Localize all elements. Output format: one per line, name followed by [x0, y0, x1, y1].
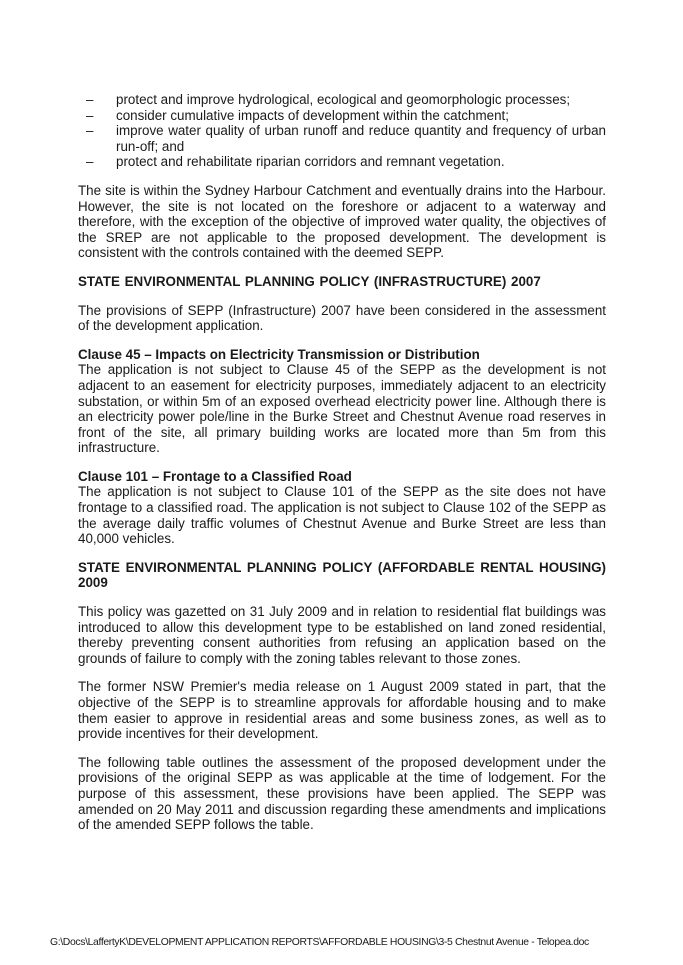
infrastructure-heading: STATE ENVIRONMENTAL PLANNING POLICY (INFRASTRUCTURE) 2007: [78, 273, 541, 289]
list-item: [78, 154, 606, 170]
list-item: [78, 123, 606, 154]
catchment-paragraph: The site is within the Sydney Harbour Catchment and eventually drains into the Harbour. However, the site is not located on the foreshore or adjacent to a waterway and therefore, with the exception of the objective of improved water quality, the objectives of the SREP are not applicable to the proposed development. The development is consistent with the controls contained with the deemed SEPP.: [78, 182, 606, 261]
bullet-dash: –: [86, 107, 94, 123]
objectives-list: [78, 92, 606, 170]
list-item-text: protect and improve hydrological, ecological and geomorphologic processes;: [116, 92, 571, 107]
list-item: [78, 108, 606, 124]
assessment-table-paragraph: The following table outlines the assessment of the proposed development under the provisions of the original SEPP as was applicable at the time of lodgement. For the purpose of this assessment, these provisions have been applied. The SEPP was amended on 20 May 2011 and discussion regarding these amendments and implications of the amended SEPP follows the table.: [78, 754, 606, 833]
gazetted-paragraph: This policy was gazetted on 31 July 2009 and in relation to residential flat buildings was introduced to allow this development type to be established on land zoned residential, thereby preventing consent authorities from refusing an application based on the grounds of failure to comply with the zoning tables relevant to those zones.: [78, 604, 606, 666]
infrastructure-paragraph: The provisions of SEPP (Infrastructure) 2007 have been considered in the assessment of the development application.: [78, 302, 606, 334]
bullet-dash: –: [86, 154, 94, 170]
page-content: [78, 92, 606, 833]
affordable-housing-heading: STATE ENVIRONMENTAL PLANNING POLICY (AFFORDABLE RENTAL HOUSING) 2009: [78, 559, 606, 591]
list-item-text: consider cumulative impacts of development within the catchment;: [116, 107, 509, 123]
premier-release-paragraph: The former NSW Premier's media release on 1 August 2009 stated in part, that the objective of the SEPP is to streamline approvals for affordable housing and to make them easier to approve in residential areas and some business zones, as well as to provide incentives for their development.: [78, 679, 606, 742]
clause-45-paragraph: The application is not subject to Clause 45 of the SEPP as the development is not adjacent to an easement for electricity purposes, immediately adjacent to an electricity substation, or within 5m of an exposed overhead electricity power line. Although there is an electricity power pole/line in the Burke Street and Chestnut Avenue road reserves in front of the site, all primary building works are located more than 5m from this infrastructure.: [78, 362, 606, 456]
bullet-dash: –: [86, 123, 94, 139]
list-item-text: improve water quality of urban runoff and reduce quantity and frequency of urban run-off; and: [116, 123, 606, 154]
list-item-text: protect and rehabilitate riparian corridors and remnant vegetation.: [116, 154, 505, 170]
list-item: [78, 92, 606, 108]
clause-101-paragraph: The application is not subject to Clause 101 of the SEPP as the site does not have frontage to a classified road. The application is not subject to Clause 102 of the SEPP as the average daily traffic volumes of Chestnut Avenue and Burke Street are less than 40,000 vehicles.: [78, 484, 606, 547]
footer-file-path: G:\Docs\LaffertyK\DEVELOPMENT APPLICATION REPORTS\AFFORDABLE HOUSING\3-5 Chestnut Avenue - Telopea.doc: [50, 937, 589, 948]
clause-45-heading: Clause 45 – Impacts on Electricity Transmission or Distribution: [78, 346, 480, 362]
clause-101-heading: Clause 101 – Frontage to a Classified Road: [78, 468, 352, 484]
bullet-dash: –: [86, 92, 94, 107]
